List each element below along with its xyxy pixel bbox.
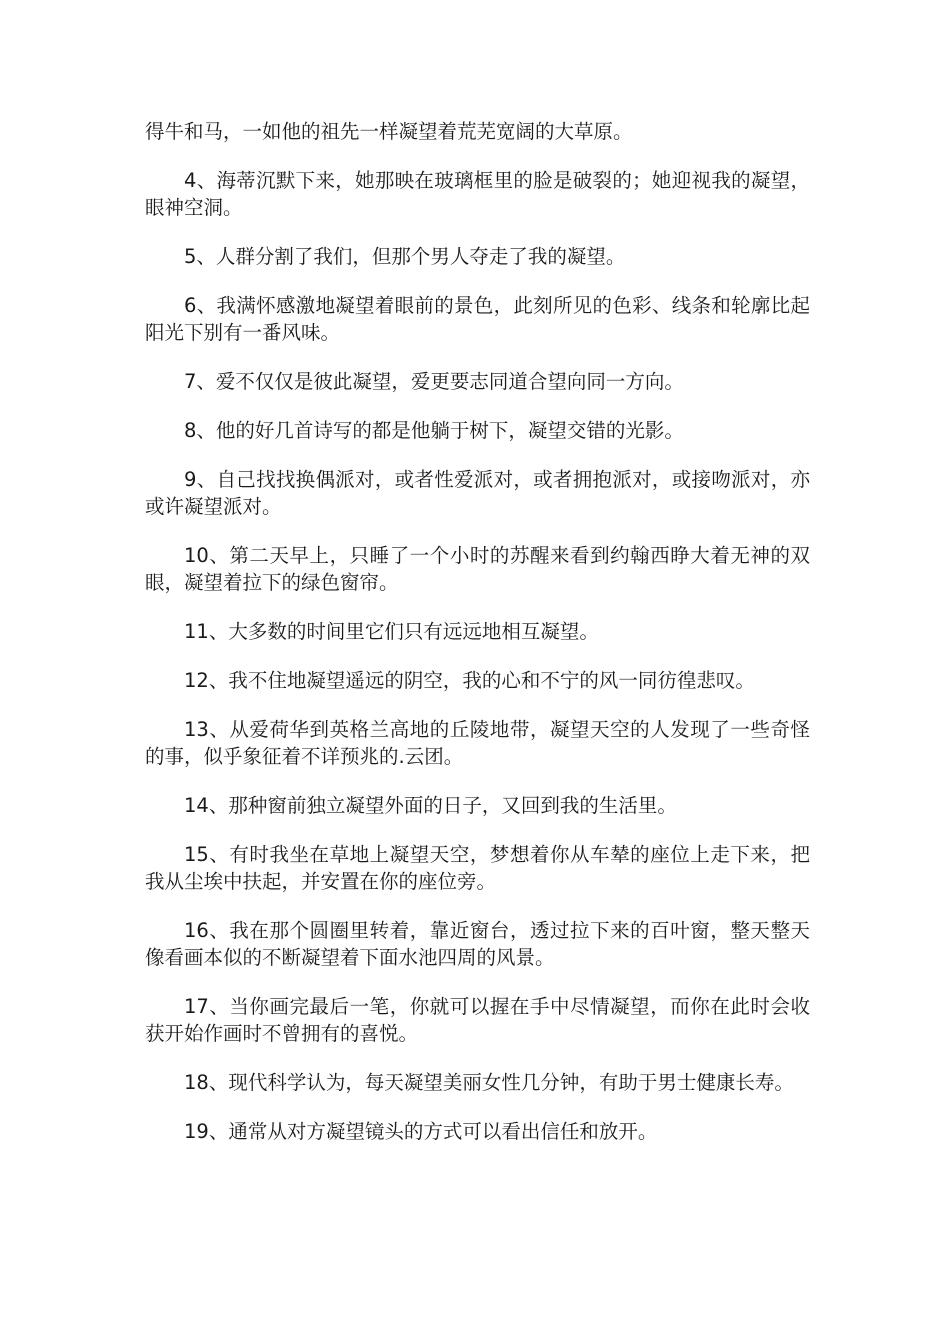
document-body [145, 118, 810, 1167]
paragraph-item-5: 5、人群分割了我们，但那个男人夺走了我的凝望。 [184, 245, 626, 268]
paragraph-item-6: 6、我满怀感激地凝望着眼前的景色，此刻所见的色彩、线条和轮廓比起阳光下别有一番风味。 [145, 294, 810, 344]
paragraph-item-19: 19、通常从对方凝望镜头的方式可以看出信任和放开。 [184, 1120, 658, 1143]
paragraph-continuation: 得牛和马，一如他的祖先一样凝望着荒芜宽阔的大草原。 [145, 120, 633, 143]
paragraph-item-13: 13、从爱荷华到英格兰高地的丘陵地带，凝望天空的人发现了一些奇怪的事，似乎象征着不详预兆的.云团。 [145, 718, 810, 768]
paragraph-item-17: 17、当你画完最后一笔，你就可以握在手中尽情凝望，而你在此时会收获开始作画时不曾拥有的喜悦。 [145, 995, 810, 1045]
paragraph-item-8: 8、他的好几首诗写的都是他躺于树下，凝望交错的光影。 [184, 419, 684, 442]
paragraph-item-7: 7、爱不仅仅是彼此凝望，爱更要志同道合望向同一方向。 [184, 370, 684, 393]
paragraph-item-11: 11、大多数的时间里它们只有远远地相互凝望。 [184, 620, 599, 643]
paragraph-item-12: 12、我不住地凝望遥远的阴空，我的心和不宁的风一同彷徨悲叹。 [184, 669, 755, 692]
paragraph-item-10: 10、第二天早上，只睡了一个小时的苏醒来看到约翰西睁大着无神的双眼，凝望着拉下的绿色窗帘。 [145, 544, 810, 594]
paragraph-item-14: 14、那种窗前独立凝望外面的日子，又回到我的生活里。 [184, 794, 677, 817]
paragraph-item-4: 4、海蒂沉默下来，她那映在玻璃框里的脸是破裂的；她迎视我的凝望，眼神空洞。 [145, 169, 810, 219]
paragraph-item-16: 16、我在那个圆圈里转着，靠近窗台，透过拉下来的百叶窗，整天整天像看画本似的不断凝望着下面水池四周的风景。 [145, 919, 810, 969]
paragraph-item-18: 18、现代科学认为，每天凝望美丽女性几分钟，有助于男士健康长寿。 [184, 1071, 794, 1094]
paragraph-item-15: 15、有时我坐在草地上凝望天空，梦想着你从车辇的座位上走下来，把我从尘埃中扶起，并安置在你的座位旁。 [145, 843, 810, 893]
paragraph-item-9: 9、自己找找换偶派对，或者性爱派对，或者拥抱派对，或接吻派对，亦或许凝望派对。 [145, 468, 810, 518]
